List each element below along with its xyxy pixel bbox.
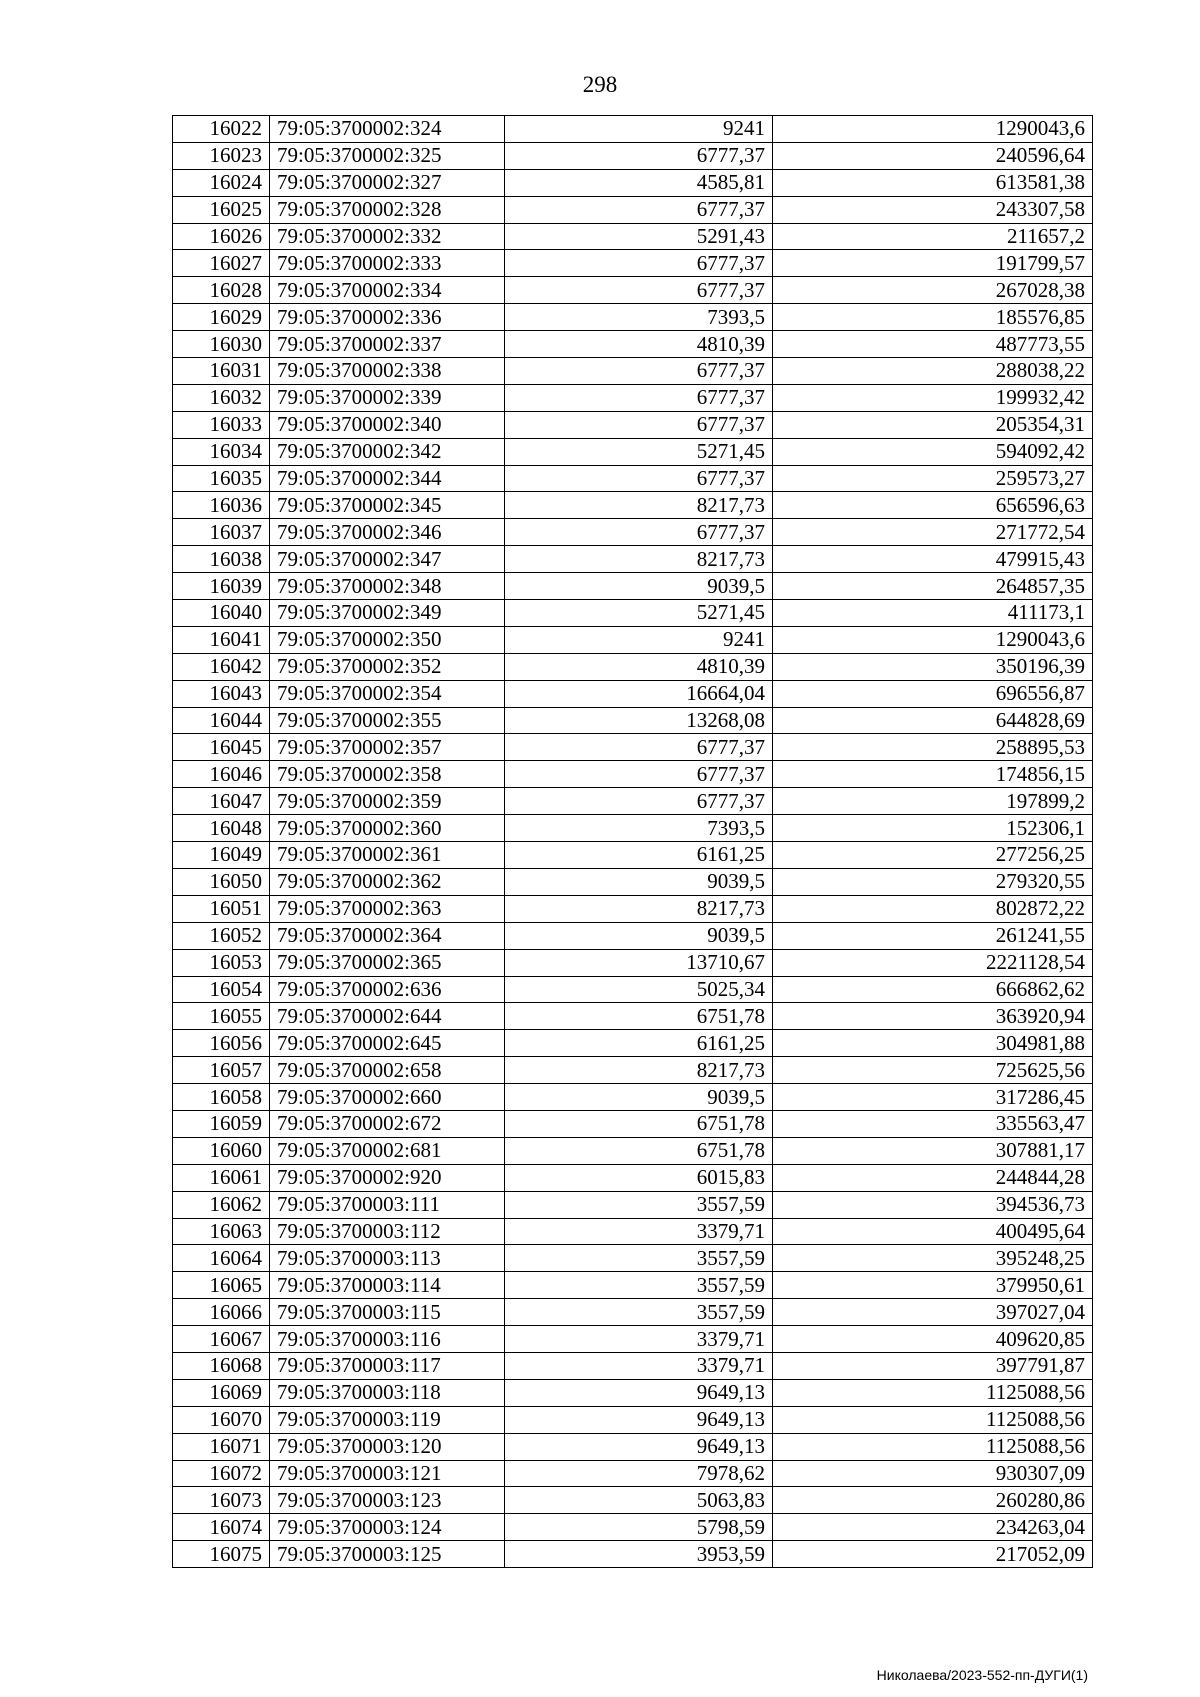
cadastral-cost-cell: 397791,87 bbox=[773, 1352, 1093, 1379]
specific-value-cell: 6777,37 bbox=[505, 519, 773, 546]
cadastral-cost-cell: 1290043,6 bbox=[773, 626, 1093, 653]
table-row bbox=[173, 1541, 1093, 1568]
row-number-cell: 16025 bbox=[173, 196, 270, 223]
cadastral-cost-cell: 594092,42 bbox=[773, 438, 1093, 465]
table-row bbox=[173, 1406, 1093, 1433]
specific-value-cell: 3379,71 bbox=[505, 1326, 773, 1353]
row-number-cell: 16039 bbox=[173, 573, 270, 600]
row-number-cell: 16046 bbox=[173, 761, 270, 788]
cadastral-number-cell: 79:05:3700002:328 bbox=[270, 196, 505, 223]
cadastral-number-cell: 79:05:3700002:365 bbox=[270, 949, 505, 976]
specific-value-cell: 6015,83 bbox=[505, 1164, 773, 1191]
cadastral-number-cell: 79:05:3700003:121 bbox=[270, 1460, 505, 1487]
cadastral-cost-cell: 304981,88 bbox=[773, 1030, 1093, 1057]
cadastral-number-cell: 79:05:3700003:120 bbox=[270, 1433, 505, 1460]
cadastral-cost-cell: 279320,55 bbox=[773, 868, 1093, 895]
table-row bbox=[173, 626, 1093, 653]
cadastral-cost-cell: 244844,28 bbox=[773, 1164, 1093, 1191]
cadastral-cost-cell: 411173,1 bbox=[773, 600, 1093, 627]
cadastral-number-cell: 79:05:3700003:123 bbox=[270, 1487, 505, 1514]
cadastral-cost-cell: 666862,62 bbox=[773, 976, 1093, 1003]
specific-value-cell: 13268,08 bbox=[505, 707, 773, 734]
row-number-cell: 16048 bbox=[173, 815, 270, 842]
row-number-cell: 16053 bbox=[173, 949, 270, 976]
specific-value-cell: 8217,73 bbox=[505, 546, 773, 573]
row-number-cell: 16049 bbox=[173, 842, 270, 869]
table-row bbox=[173, 1460, 1093, 1487]
table-row bbox=[173, 1218, 1093, 1245]
row-number-cell: 16043 bbox=[173, 680, 270, 707]
cadastral-cost-cell: 264857,35 bbox=[773, 573, 1093, 600]
cadastral-number-cell: 79:05:3700002:681 bbox=[270, 1137, 505, 1164]
specific-value-cell: 7393,5 bbox=[505, 304, 773, 331]
row-number-cell: 16070 bbox=[173, 1406, 270, 1433]
row-number-cell: 16023 bbox=[173, 142, 270, 169]
row-number-cell: 16036 bbox=[173, 492, 270, 519]
specific-value-cell: 5291,43 bbox=[505, 223, 773, 250]
table-row bbox=[173, 600, 1093, 627]
table-row bbox=[173, 653, 1093, 680]
cadastral-number-cell: 79:05:3700002:327 bbox=[270, 169, 505, 196]
cadastral-cost-cell: 243307,58 bbox=[773, 196, 1093, 223]
cadastral-number-cell: 79:05:3700002:360 bbox=[270, 815, 505, 842]
cadastral-number-cell: 79:05:3700003:119 bbox=[270, 1406, 505, 1433]
cadastral-number-cell: 79:05:3700003:115 bbox=[270, 1299, 505, 1326]
cadastral-number-cell: 79:05:3700002:644 bbox=[270, 1003, 505, 1030]
cadastral-cost-cell: 277256,25 bbox=[773, 842, 1093, 869]
cadastral-cost-cell: 1290043,6 bbox=[773, 116, 1093, 143]
cadastral-number-cell: 79:05:3700002:336 bbox=[270, 304, 505, 331]
cadastral-cost-cell: 2221128,54 bbox=[773, 949, 1093, 976]
table-row bbox=[173, 815, 1093, 842]
row-number-cell: 16031 bbox=[173, 358, 270, 385]
row-number-cell: 16069 bbox=[173, 1379, 270, 1406]
specific-value-cell: 6161,25 bbox=[505, 1030, 773, 1057]
row-number-cell: 16067 bbox=[173, 1326, 270, 1353]
table-row bbox=[173, 465, 1093, 492]
specific-value-cell: 16664,04 bbox=[505, 680, 773, 707]
cadastral-number-cell: 79:05:3700002:349 bbox=[270, 600, 505, 627]
table-row bbox=[173, 734, 1093, 761]
specific-value-cell: 6751,78 bbox=[505, 1003, 773, 1030]
table-row bbox=[173, 895, 1093, 922]
cadastral-cost-cell: 317286,45 bbox=[773, 1084, 1093, 1111]
document-footer: Николаева/2023-552-пп-ДУГИ(1) bbox=[876, 1667, 1088, 1683]
cadastral-cost-cell: 191799,57 bbox=[773, 250, 1093, 277]
table-row bbox=[173, 1003, 1093, 1030]
row-number-cell: 16034 bbox=[173, 438, 270, 465]
specific-value-cell: 5025,34 bbox=[505, 976, 773, 1003]
cadastral-cost-cell: 409620,85 bbox=[773, 1326, 1093, 1353]
cadastral-number-cell: 79:05:3700002:357 bbox=[270, 734, 505, 761]
table-row bbox=[173, 1057, 1093, 1084]
row-number-cell: 16066 bbox=[173, 1299, 270, 1326]
specific-value-cell: 3953,59 bbox=[505, 1541, 773, 1568]
specific-value-cell: 9039,5 bbox=[505, 868, 773, 895]
cadastral-number-cell: 79:05:3700003:113 bbox=[270, 1245, 505, 1272]
specific-value-cell: 9039,5 bbox=[505, 1084, 773, 1111]
cadastral-cost-cell: 1125088,56 bbox=[773, 1433, 1093, 1460]
row-number-cell: 16073 bbox=[173, 1487, 270, 1514]
cadastral-cost-cell: 259573,27 bbox=[773, 465, 1093, 492]
specific-value-cell: 3557,59 bbox=[505, 1272, 773, 1299]
cadastral-cost-cell: 260280,86 bbox=[773, 1487, 1093, 1514]
cadastral-cost-cell: 644828,69 bbox=[773, 707, 1093, 734]
specific-value-cell: 6751,78 bbox=[505, 1110, 773, 1137]
row-number-cell: 16022 bbox=[173, 116, 270, 143]
table-row bbox=[173, 1084, 1093, 1111]
table-row bbox=[173, 223, 1093, 250]
cadastral-cost-cell: 363920,94 bbox=[773, 1003, 1093, 1030]
cadastral-number-cell: 79:05:3700002:334 bbox=[270, 277, 505, 304]
cadastral-cost-cell: 335563,47 bbox=[773, 1110, 1093, 1137]
cadastral-cost-cell: 261241,55 bbox=[773, 922, 1093, 949]
specific-value-cell: 3379,71 bbox=[505, 1352, 773, 1379]
table-row bbox=[173, 1137, 1093, 1164]
row-number-cell: 16054 bbox=[173, 976, 270, 1003]
table-row bbox=[173, 680, 1093, 707]
cadastral-cost-cell: 400495,64 bbox=[773, 1218, 1093, 1245]
row-number-cell: 16040 bbox=[173, 600, 270, 627]
cadastral-number-cell: 79:05:3700002:363 bbox=[270, 895, 505, 922]
specific-value-cell: 9039,5 bbox=[505, 573, 773, 600]
cadastral-cost-cell: 217052,09 bbox=[773, 1541, 1093, 1568]
specific-value-cell: 6777,37 bbox=[505, 761, 773, 788]
table-row bbox=[173, 922, 1093, 949]
cadastral-cost-cell: 267028,38 bbox=[773, 277, 1093, 304]
table-row bbox=[173, 842, 1093, 869]
cadastral-number-cell: 79:05:3700002:658 bbox=[270, 1057, 505, 1084]
cadastral-cost-cell: 802872,22 bbox=[773, 895, 1093, 922]
row-number-cell: 16051 bbox=[173, 895, 270, 922]
specific-value-cell: 9241 bbox=[505, 626, 773, 653]
cadastral-cost-cell: 197899,2 bbox=[773, 788, 1093, 815]
cadastral-number-cell: 79:05:3700002:364 bbox=[270, 922, 505, 949]
table-body bbox=[173, 116, 1093, 1568]
specific-value-cell: 9649,13 bbox=[505, 1379, 773, 1406]
table-row bbox=[173, 411, 1093, 438]
cadastral-number-cell: 79:05:3700002:354 bbox=[270, 680, 505, 707]
cadastral-cost-cell: 696556,87 bbox=[773, 680, 1093, 707]
specific-value-cell: 6777,37 bbox=[505, 196, 773, 223]
table-row bbox=[173, 788, 1093, 815]
cadastral-cost-cell: 395248,25 bbox=[773, 1245, 1093, 1272]
row-number-cell: 16071 bbox=[173, 1433, 270, 1460]
cadastral-cost-cell: 725625,56 bbox=[773, 1057, 1093, 1084]
cadastral-cost-cell: 307881,17 bbox=[773, 1137, 1093, 1164]
row-number-cell: 16050 bbox=[173, 868, 270, 895]
table-row bbox=[173, 331, 1093, 358]
cadastral-cost-cell: 1125088,56 bbox=[773, 1379, 1093, 1406]
row-number-cell: 16047 bbox=[173, 788, 270, 815]
cadastral-cost-cell: 234263,04 bbox=[773, 1514, 1093, 1541]
cadastral-number-cell: 79:05:3700002:636 bbox=[270, 976, 505, 1003]
row-number-cell: 16041 bbox=[173, 626, 270, 653]
cadastral-cost-cell: 479915,43 bbox=[773, 546, 1093, 573]
row-number-cell: 16026 bbox=[173, 223, 270, 250]
cadastral-number-cell: 79:05:3700003:111 bbox=[270, 1191, 505, 1218]
specific-value-cell: 8217,73 bbox=[505, 895, 773, 922]
table-row bbox=[173, 1352, 1093, 1379]
specific-value-cell: 4810,39 bbox=[505, 653, 773, 680]
table-row bbox=[173, 1191, 1093, 1218]
cadastral-cost-cell: 174856,15 bbox=[773, 761, 1093, 788]
row-number-cell: 16074 bbox=[173, 1514, 270, 1541]
table-row bbox=[173, 196, 1093, 223]
table-row bbox=[173, 976, 1093, 1003]
cadastral-number-cell: 79:05:3700002:672 bbox=[270, 1110, 505, 1137]
specific-value-cell: 6777,37 bbox=[505, 411, 773, 438]
cadastral-number-cell: 79:05:3700003:117 bbox=[270, 1352, 505, 1379]
specific-value-cell: 13710,67 bbox=[505, 949, 773, 976]
specific-value-cell: 3557,59 bbox=[505, 1245, 773, 1272]
cadastral-number-cell: 79:05:3700002:920 bbox=[270, 1164, 505, 1191]
specific-value-cell: 9649,13 bbox=[505, 1406, 773, 1433]
table-row bbox=[173, 707, 1093, 734]
table-row bbox=[173, 1379, 1093, 1406]
cadastral-number-cell: 79:05:3700002:345 bbox=[270, 492, 505, 519]
table-row bbox=[173, 1326, 1093, 1353]
cadastral-cost-cell: 205354,31 bbox=[773, 411, 1093, 438]
specific-value-cell: 6777,37 bbox=[505, 250, 773, 277]
cadastral-number-cell: 79:05:3700002:358 bbox=[270, 761, 505, 788]
row-number-cell: 16062 bbox=[173, 1191, 270, 1218]
cadastral-number-cell: 79:05:3700002:660 bbox=[270, 1084, 505, 1111]
cadastral-cost-cell: 1125088,56 bbox=[773, 1406, 1093, 1433]
row-number-cell: 16032 bbox=[173, 384, 270, 411]
cadastral-number-cell: 79:05:3700003:116 bbox=[270, 1326, 505, 1353]
table-row bbox=[173, 384, 1093, 411]
row-number-cell: 16072 bbox=[173, 1460, 270, 1487]
table-row bbox=[173, 1030, 1093, 1057]
table-row bbox=[173, 142, 1093, 169]
cadastral-value-table bbox=[172, 115, 1093, 1568]
row-number-cell: 16024 bbox=[173, 169, 270, 196]
cadastral-number-cell: 79:05:3700002:342 bbox=[270, 438, 505, 465]
cadastral-number-cell: 79:05:3700002:355 bbox=[270, 707, 505, 734]
cadastral-number-cell: 79:05:3700003:118 bbox=[270, 1379, 505, 1406]
table-row bbox=[173, 438, 1093, 465]
table-row bbox=[173, 358, 1093, 385]
cadastral-number-cell: 79:05:3700002:325 bbox=[270, 142, 505, 169]
cadastral-cost-cell: 271772,54 bbox=[773, 519, 1093, 546]
row-number-cell: 16058 bbox=[173, 1084, 270, 1111]
row-number-cell: 16063 bbox=[173, 1218, 270, 1245]
cadastral-number-cell: 79:05:3700002:337 bbox=[270, 331, 505, 358]
table-row bbox=[173, 761, 1093, 788]
specific-value-cell: 4585,81 bbox=[505, 169, 773, 196]
table-row bbox=[173, 1433, 1093, 1460]
specific-value-cell: 8217,73 bbox=[505, 1057, 773, 1084]
cadastral-cost-cell: 288038,22 bbox=[773, 358, 1093, 385]
specific-value-cell: 6777,37 bbox=[505, 734, 773, 761]
cadastral-number-cell: 79:05:3700002:361 bbox=[270, 842, 505, 869]
table-row bbox=[173, 492, 1093, 519]
row-number-cell: 16042 bbox=[173, 653, 270, 680]
cadastral-number-cell: 79:05:3700002:645 bbox=[270, 1030, 505, 1057]
table-row bbox=[173, 169, 1093, 196]
cadastral-cost-cell: 613581,38 bbox=[773, 169, 1093, 196]
table-row bbox=[173, 573, 1093, 600]
cadastral-cost-cell: 930307,09 bbox=[773, 1460, 1093, 1487]
row-number-cell: 16045 bbox=[173, 734, 270, 761]
row-number-cell: 16059 bbox=[173, 1110, 270, 1137]
table-row bbox=[173, 519, 1093, 546]
specific-value-cell: 9039,5 bbox=[505, 922, 773, 949]
row-number-cell: 16027 bbox=[173, 250, 270, 277]
row-number-cell: 16033 bbox=[173, 411, 270, 438]
table-row bbox=[173, 1110, 1093, 1137]
row-number-cell: 16060 bbox=[173, 1137, 270, 1164]
specific-value-cell: 9241 bbox=[505, 116, 773, 143]
cadastral-number-cell: 79:05:3700002:350 bbox=[270, 626, 505, 653]
row-number-cell: 16030 bbox=[173, 331, 270, 358]
row-number-cell: 16061 bbox=[173, 1164, 270, 1191]
specific-value-cell: 7393,5 bbox=[505, 815, 773, 842]
row-number-cell: 16035 bbox=[173, 465, 270, 492]
cadastral-cost-cell: 199932,42 bbox=[773, 384, 1093, 411]
specific-value-cell: 6777,37 bbox=[505, 142, 773, 169]
cadastral-number-cell: 79:05:3700002:333 bbox=[270, 250, 505, 277]
specific-value-cell: 3557,59 bbox=[505, 1299, 773, 1326]
cadastral-number-cell: 79:05:3700002:339 bbox=[270, 384, 505, 411]
cadastral-number-cell: 79:05:3700002:340 bbox=[270, 411, 505, 438]
cadastral-number-cell: 79:05:3700002:359 bbox=[270, 788, 505, 815]
table-row bbox=[173, 116, 1093, 143]
row-number-cell: 16038 bbox=[173, 546, 270, 573]
specific-value-cell: 9649,13 bbox=[505, 1433, 773, 1460]
specific-value-cell: 7978,62 bbox=[505, 1460, 773, 1487]
cadastral-number-cell: 79:05:3700002:362 bbox=[270, 868, 505, 895]
cadastral-cost-cell: 394536,73 bbox=[773, 1191, 1093, 1218]
cadastral-number-cell: 79:05:3700002:338 bbox=[270, 358, 505, 385]
cadastral-cost-cell: 656596,63 bbox=[773, 492, 1093, 519]
cadastral-cost-cell: 487773,55 bbox=[773, 331, 1093, 358]
specific-value-cell: 5271,45 bbox=[505, 438, 773, 465]
table-row bbox=[173, 1272, 1093, 1299]
table-row bbox=[173, 1164, 1093, 1191]
specific-value-cell: 6777,37 bbox=[505, 465, 773, 492]
row-number-cell: 16028 bbox=[173, 277, 270, 304]
cadastral-number-cell: 79:05:3700003:112 bbox=[270, 1218, 505, 1245]
table-row bbox=[173, 250, 1093, 277]
specific-value-cell: 3557,59 bbox=[505, 1191, 773, 1218]
row-number-cell: 16037 bbox=[173, 519, 270, 546]
cadastral-cost-cell: 240596,64 bbox=[773, 142, 1093, 169]
cadastral-number-cell: 79:05:3700002:347 bbox=[270, 546, 505, 573]
row-number-cell: 16065 bbox=[173, 1272, 270, 1299]
cadastral-number-cell: 79:05:3700002:346 bbox=[270, 519, 505, 546]
table-row bbox=[173, 1487, 1093, 1514]
specific-value-cell: 6777,37 bbox=[505, 788, 773, 815]
row-number-cell: 16075 bbox=[173, 1541, 270, 1568]
row-number-cell: 16055 bbox=[173, 1003, 270, 1030]
row-number-cell: 16044 bbox=[173, 707, 270, 734]
specific-value-cell: 5798,59 bbox=[505, 1514, 773, 1541]
row-number-cell: 16057 bbox=[173, 1057, 270, 1084]
specific-value-cell: 6161,25 bbox=[505, 842, 773, 869]
row-number-cell: 16068 bbox=[173, 1352, 270, 1379]
cadastral-cost-cell: 258895,53 bbox=[773, 734, 1093, 761]
table-row bbox=[173, 304, 1093, 331]
specific-value-cell: 3379,71 bbox=[505, 1218, 773, 1245]
table-row bbox=[173, 1299, 1093, 1326]
row-number-cell: 16056 bbox=[173, 1030, 270, 1057]
cadastral-number-cell: 79:05:3700002:332 bbox=[270, 223, 505, 250]
cadastral-number-cell: 79:05:3700003:124 bbox=[270, 1514, 505, 1541]
cadastral-cost-cell: 397027,04 bbox=[773, 1299, 1093, 1326]
specific-value-cell: 6751,78 bbox=[505, 1137, 773, 1164]
table-row bbox=[173, 1514, 1093, 1541]
table-row bbox=[173, 546, 1093, 573]
cadastral-cost-cell: 152306,1 bbox=[773, 815, 1093, 842]
specific-value-cell: 4810,39 bbox=[505, 331, 773, 358]
cadastral-number-cell: 79:05:3700002:352 bbox=[270, 653, 505, 680]
cadastral-number-cell: 79:05:3700003:125 bbox=[270, 1541, 505, 1568]
cadastral-number-cell: 79:05:3700003:114 bbox=[270, 1272, 505, 1299]
specific-value-cell: 6777,37 bbox=[505, 277, 773, 304]
page-number: 298 bbox=[582, 72, 618, 97]
cadastral-number-cell: 79:05:3700002:348 bbox=[270, 573, 505, 600]
table-row bbox=[173, 949, 1093, 976]
cadastral-cost-cell: 350196,39 bbox=[773, 653, 1093, 680]
specific-value-cell: 6777,37 bbox=[505, 384, 773, 411]
row-number-cell: 16064 bbox=[173, 1245, 270, 1272]
row-number-cell: 16052 bbox=[173, 922, 270, 949]
cadastral-cost-cell: 379950,61 bbox=[773, 1272, 1093, 1299]
table-row bbox=[173, 1245, 1093, 1272]
cadastral-number-cell: 79:05:3700002:324 bbox=[270, 116, 505, 143]
specific-value-cell: 5271,45 bbox=[505, 600, 773, 627]
table-row bbox=[173, 277, 1093, 304]
specific-value-cell: 5063,83 bbox=[505, 1487, 773, 1514]
cadastral-cost-cell: 185576,85 bbox=[773, 304, 1093, 331]
cadastral-number-cell: 79:05:3700002:344 bbox=[270, 465, 505, 492]
row-number-cell: 16029 bbox=[173, 304, 270, 331]
specific-value-cell: 6777,37 bbox=[505, 358, 773, 385]
table-row bbox=[173, 868, 1093, 895]
cadastral-cost-cell: 211657,2 bbox=[773, 223, 1093, 250]
specific-value-cell: 8217,73 bbox=[505, 492, 773, 519]
